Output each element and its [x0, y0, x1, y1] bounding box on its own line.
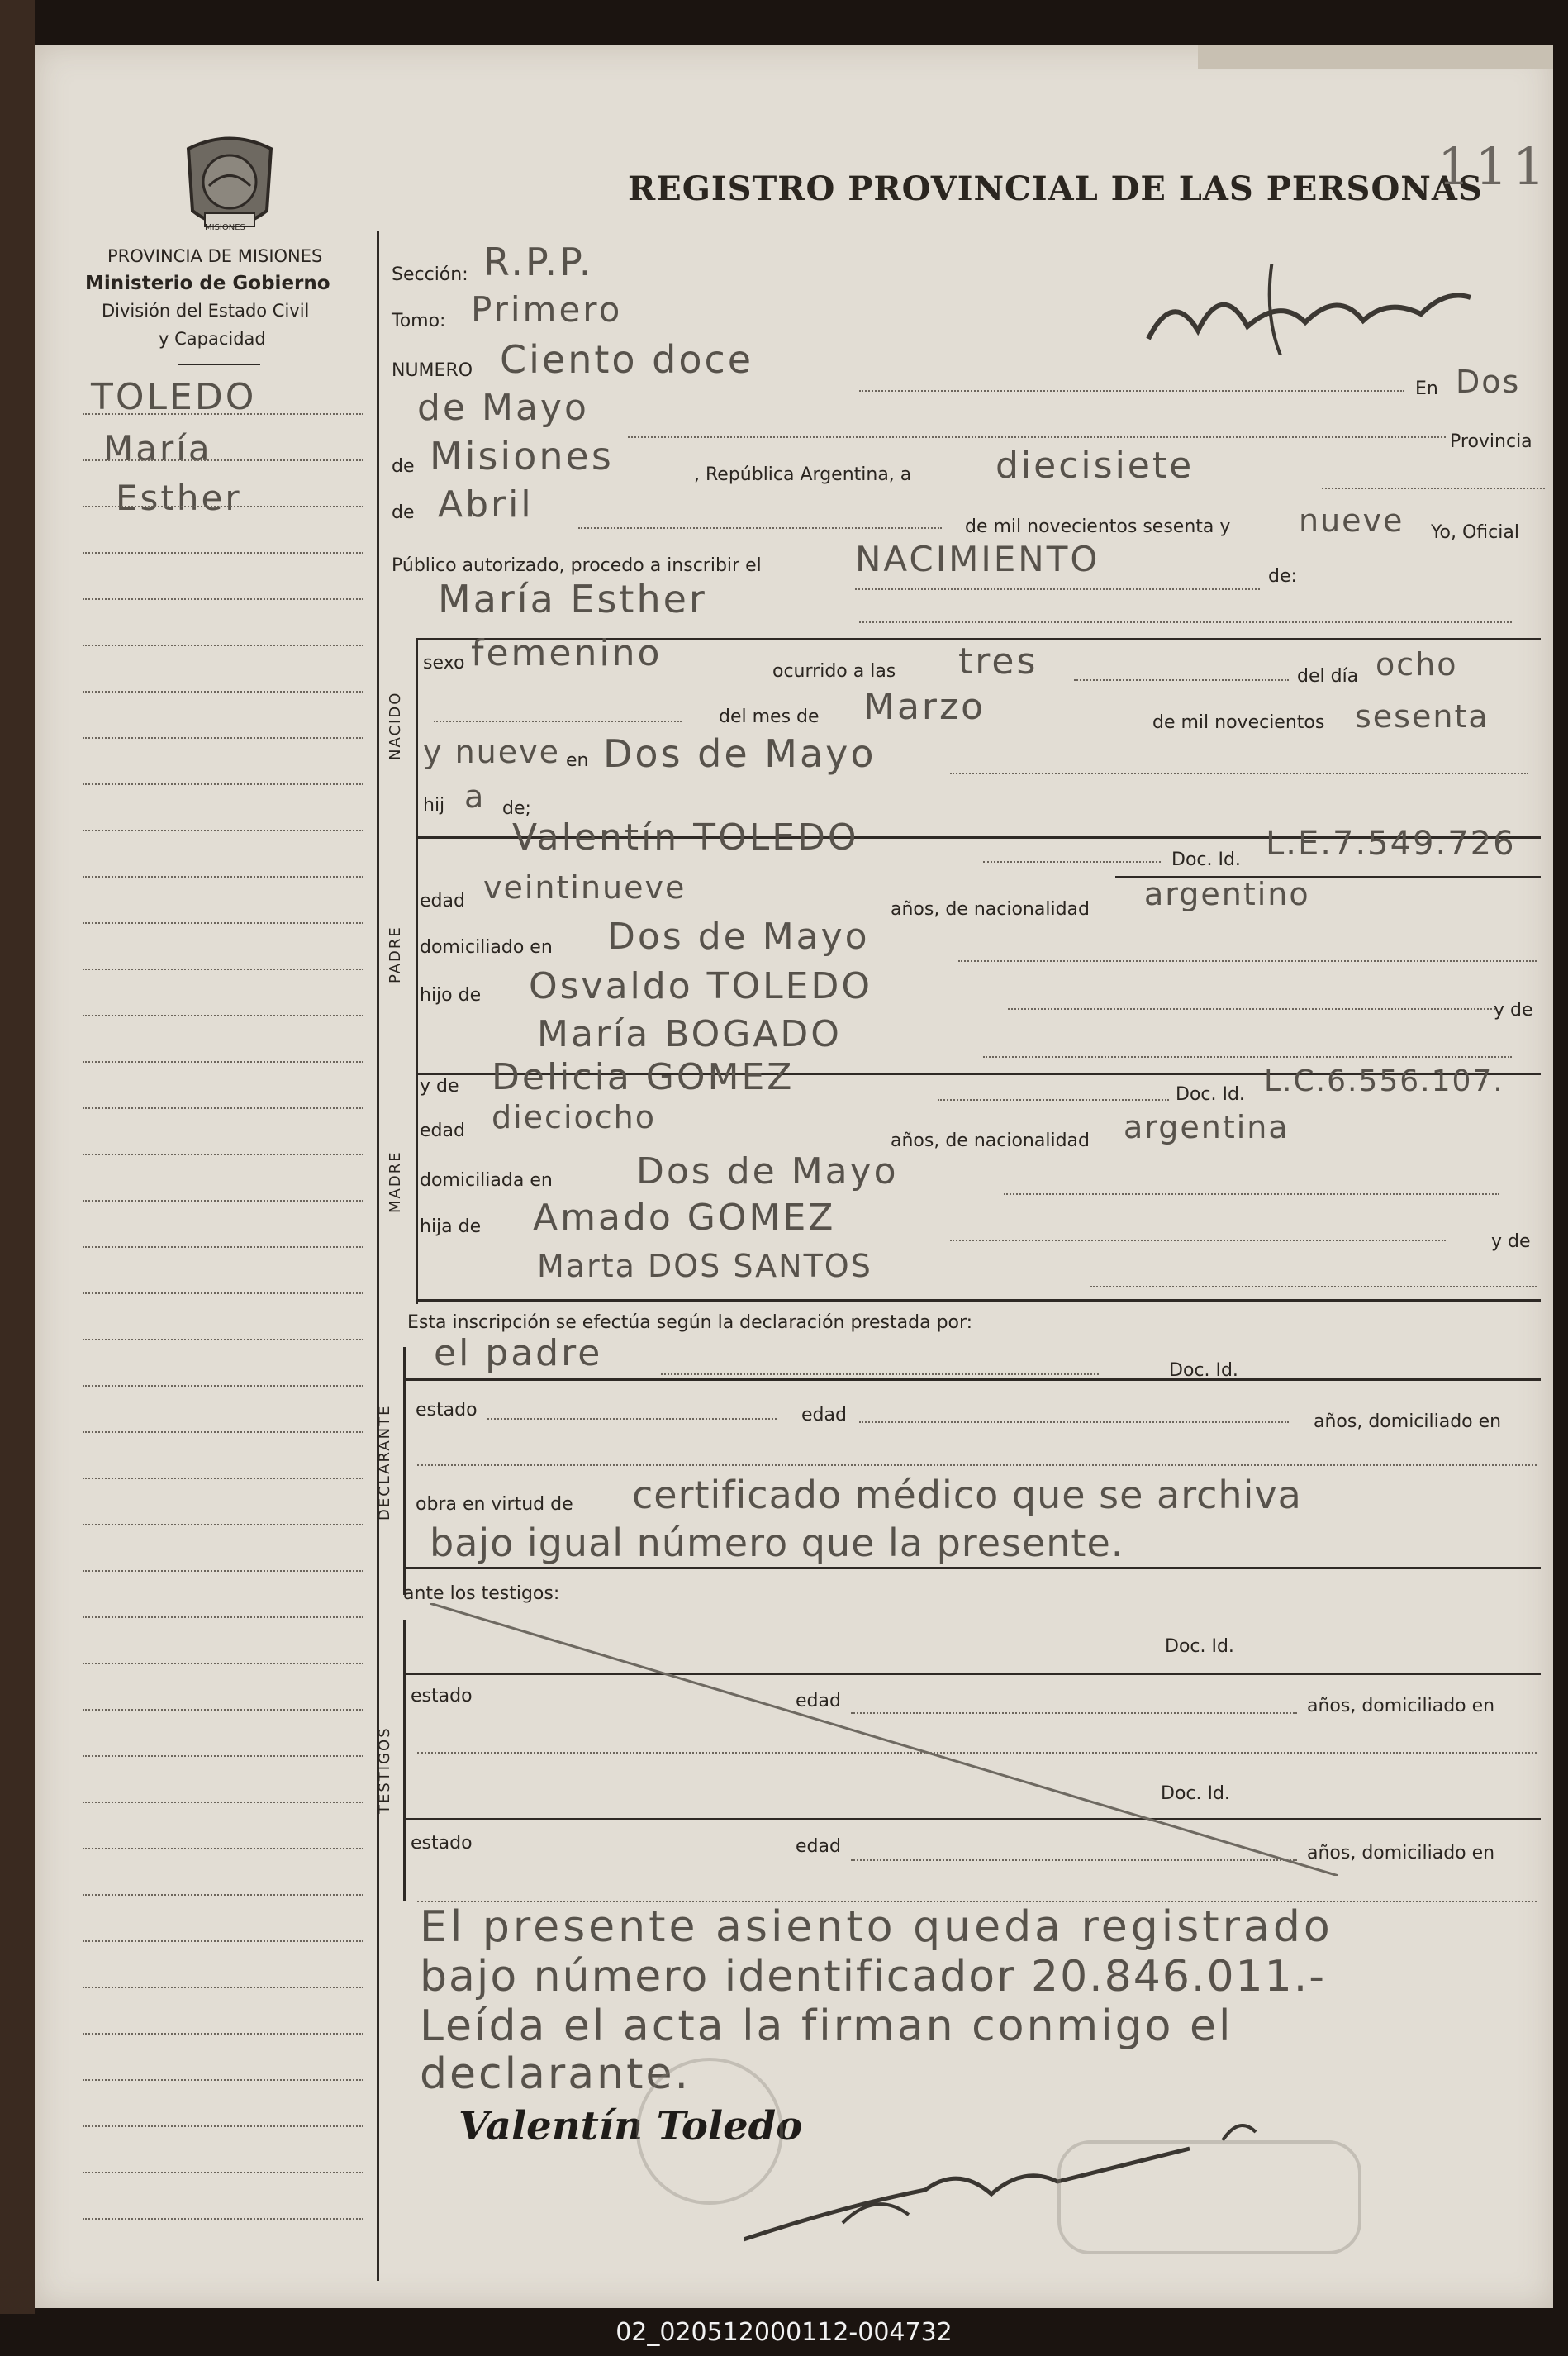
- testigo2-edad-label: edad: [796, 1836, 841, 1857]
- mes-nac-label: del mes de: [719, 707, 820, 727]
- oficial-label: Yo, Oficial: [1431, 522, 1519, 543]
- madre-edad-label: edad: [420, 1121, 465, 1141]
- declarante-signature: Valentín Toledo: [459, 2103, 803, 2149]
- margin-ruled-line: [83, 2079, 363, 2081]
- margin-ruled-line: [83, 1802, 363, 1803]
- hij-label: hij: [423, 795, 445, 816]
- testigo1-anios-label: años, domiciliado en: [1307, 1696, 1495, 1716]
- padre-doc-value: L.E.7.549.726: [1266, 825, 1516, 863]
- anio2-nac-value: y nueve: [423, 734, 560, 770]
- margin-ruled-line: [83, 1431, 363, 1433]
- madre-doc-label: Doc. Id.: [1176, 1084, 1245, 1105]
- dia-nac-dotline: [434, 721, 682, 722]
- margin-ruled-line: [83, 1755, 363, 1757]
- provincia-label: Provincia: [1450, 431, 1532, 452]
- testigos-diagonal-strike: [430, 1603, 1338, 1876]
- hij-suffix-value: a: [464, 778, 486, 815]
- hij-de-label: de;: [502, 798, 531, 819]
- sexo-value: femenino: [471, 632, 663, 674]
- mayo-dotline: [628, 436, 1446, 438]
- seccion-value: R.P.P.: [483, 240, 594, 284]
- testigos-section-label: TESTIGOS: [376, 1726, 393, 1814]
- declarante-bottom-rule: [405, 1567, 1541, 1569]
- margin-ruled-line: [83, 645, 363, 646]
- madre-nacionalidad-value: argentina: [1124, 1109, 1290, 1145]
- margin-ruled-line: [83, 1616, 363, 1618]
- padre-domicilio-value: Dos de Mayo: [607, 916, 870, 958]
- margin-ruled-line: [83, 1292, 363, 1294]
- obra-label: obra en virtud de: [416, 1494, 573, 1515]
- margin-ruled-line: [83, 1200, 363, 1202]
- margin-ruled-line: [83, 783, 363, 785]
- padre-edad-value: veintinueve: [483, 869, 687, 906]
- margin-ruled-line: [83, 1987, 363, 1988]
- testigos-intro: ante los testigos:: [403, 1583, 560, 1604]
- declarante-anios-label: años, domiciliado en: [1314, 1411, 1502, 1432]
- madre-padre-value: Amado GOMEZ: [533, 1197, 836, 1239]
- binding-band: [1198, 45, 1553, 69]
- declarante-edad-label: edad: [801, 1405, 847, 1425]
- mes-dotline: [578, 527, 942, 529]
- hora-dotline: [1074, 679, 1289, 681]
- margin-ruled-line: [83, 552, 363, 554]
- madre-nombre-value: Delicia GOMEZ: [492, 1056, 795, 1098]
- declarante-intro: Esta inscripción se efectúa según la declaración prestada por:: [407, 1312, 973, 1333]
- en-value: Dos: [1456, 364, 1521, 400]
- padre-yde-label: y de: [1494, 1000, 1533, 1021]
- acto-dotline: [855, 588, 1260, 590]
- page-title: REGISTRO PROVINCIAL DE LAS PERSONAS: [628, 169, 1483, 208]
- nacido-section-label: NACIDO: [387, 691, 404, 760]
- publico-label: Público autorizado, procedo a inscribir el: [392, 555, 762, 576]
- declarante-nombre-value: el padre: [434, 1332, 603, 1374]
- margin-ruled-line: [83, 1570, 363, 1572]
- margin-ruled-line: [83, 1940, 363, 1942]
- padre-domicilio-dotline: [958, 960, 1537, 962]
- nota-line-4: declarante.: [420, 2049, 691, 2099]
- margin-ruled-line: [83, 691, 363, 693]
- margin-ruled-line: [83, 1848, 363, 1849]
- padre-nombre-value: Valentín TOLEDO: [512, 816, 859, 859]
- madre-yde2-label: y de: [1491, 1231, 1531, 1252]
- testigo1-doc-label: Doc. Id.: [1165, 1636, 1234, 1657]
- margin-ruled-line: [83, 876, 363, 878]
- padre-padre-dotline: [1008, 1008, 1495, 1010]
- sexo-label: sexo: [423, 653, 465, 673]
- madre-doc-value: L.C.6.556.107.: [1264, 1064, 1504, 1098]
- margin-ruled-line: [83, 1339, 363, 1340]
- margin-name-2: Esther: [116, 478, 242, 518]
- del-dia-label: del día: [1297, 666, 1359, 687]
- mes-value: Abril: [438, 483, 534, 526]
- numero-dotline: [859, 390, 1404, 392]
- dia-dotline: [1322, 488, 1545, 489]
- de1-label: de: [392, 456, 415, 477]
- margin-ruled-line: [83, 922, 363, 924]
- padre-section-label: PADRE: [387, 926, 404, 983]
- hora-value: tres: [958, 640, 1038, 683]
- nota-line-2: bajo número identificador 20.846.011.-: [420, 1952, 1327, 2001]
- declarante-estado-label: estado: [416, 1400, 478, 1421]
- anio-nac-value: sesenta: [1355, 698, 1490, 735]
- margin-ruled-line: [83, 830, 363, 831]
- nota-line-1: El presente asiento queda registrado: [420, 1902, 1333, 1952]
- margin-divider: [377, 231, 379, 2281]
- nacido-vrule: [416, 638, 418, 836]
- page-number: 111: [1437, 136, 1551, 197]
- republica-label: , República Argentina, a: [694, 464, 912, 485]
- margin-ruled-line: [83, 1524, 363, 1525]
- padre-anios-label: años, de nacionalidad: [891, 899, 1090, 920]
- margin-ruled-line: [83, 2218, 363, 2220]
- madre-nombre-dotline: [938, 1099, 1169, 1101]
- margin-ruled-line: [83, 1385, 363, 1387]
- dia-nac-value: ocho: [1376, 646, 1458, 683]
- nombre-value: María Esther: [438, 577, 707, 621]
- org-line-3: División del Estado Civil: [102, 301, 310, 321]
- ocurrido-label: ocurrido a las: [772, 661, 896, 682]
- declarante-domicilio-dotline: [417, 1464, 1537, 1466]
- dia-value: diecisiete: [995, 445, 1195, 487]
- madre-domicilio-label: domiciliada en: [420, 1170, 553, 1191]
- tomo-label: Tomo:: [392, 311, 446, 331]
- padre-nacionalidad-value: argentino: [1144, 876, 1310, 912]
- en-label: En: [1415, 378, 1438, 399]
- margin-ruled-line: [83, 2125, 363, 2127]
- padre-edad-label: edad: [420, 891, 465, 911]
- image-caption: 02_020512000112-004732: [615, 2318, 953, 2347]
- anio-value: nueve: [1299, 502, 1404, 539]
- declarante-doc-label: Doc. Id.: [1169, 1360, 1238, 1381]
- de-mayo-value: de Mayo: [417, 387, 589, 429]
- de2-label: de: [392, 502, 415, 523]
- padre-madre-value: María BOGADO: [537, 1013, 842, 1055]
- declarante-vrule: [403, 1347, 406, 1595]
- madre-hija-label: hija de: [420, 1216, 482, 1237]
- margin-ruled-line: [83, 1246, 363, 1248]
- margin-ruled-line: [83, 598, 363, 600]
- madre-anios-label: años, de nacionalidad: [891, 1130, 1090, 1151]
- padre-domicilio-label: domiciliado en: [420, 937, 553, 958]
- margin-ruled-line: [83, 1663, 363, 1664]
- org-line-1: PROVINCIA DE MISIONES: [107, 246, 323, 266]
- numero-value: Ciento doce: [500, 337, 754, 382]
- margin-ruled-line: [83, 1154, 363, 1155]
- org-line-2: Ministerio de Gobierno: [85, 273, 330, 294]
- seccion-label: Sección:: [392, 264, 468, 285]
- padre-madre-dotline: [983, 1056, 1512, 1058]
- margin-ruled-line: [83, 459, 363, 461]
- madre-section-label: MADRE: [387, 1150, 404, 1213]
- margin-name-1: María: [103, 428, 212, 469]
- margin-ruled-line: [83, 969, 363, 970]
- padre-doc-label: Doc. Id.: [1171, 850, 1241, 870]
- obra-value-1: certificado médico que se archiva: [632, 1473, 1302, 1517]
- org-line-4: y Capacidad: [159, 329, 266, 349]
- official-round-stamp: [636, 2058, 783, 2205]
- nota-line-3: Leída el acta la firman conmigo el: [420, 2001, 1233, 2051]
- seal-label: MISIONES: [205, 223, 245, 232]
- declarante-top-rule: [405, 1378, 1541, 1381]
- obra-value-2: bajo igual número que la presente.: [430, 1521, 1124, 1565]
- madre-yde-label: y de: [420, 1076, 459, 1097]
- margin-ruled-line: [83, 1015, 363, 1016]
- testigo2-anios-label: años, domiciliado en: [1307, 1843, 1495, 1863]
- declarante-nombre-dotline: [661, 1373, 1099, 1375]
- margin-ruled-line: [83, 2172, 363, 2173]
- madre-domicilio-dotline: [1004, 1193, 1499, 1195]
- mil-label: de mil novecientos sesenta y: [965, 516, 1231, 537]
- madre-vrule: [416, 1073, 418, 1304]
- testigo1-edad-label: edad: [796, 1691, 841, 1711]
- org-underline: [178, 364, 260, 365]
- madre-edad-value: dieciocho: [492, 1099, 656, 1135]
- margin-ruled-line: [83, 1894, 363, 1896]
- padre-padre-value: Osvaldo TOLEDO: [529, 965, 872, 1007]
- tomo-value: Primero: [471, 289, 623, 330]
- provincia-value: Misiones: [430, 434, 614, 478]
- margin-ruled-line: [83, 506, 363, 507]
- registry-stamp: [1057, 2140, 1361, 2254]
- padre-nombre-dotline: [983, 861, 1161, 863]
- margin-ruled-line: [83, 737, 363, 739]
- nombre-dotline: [859, 621, 1512, 623]
- margin-surname: TOLEDO: [91, 376, 257, 418]
- en-nac-label: en: [566, 750, 589, 771]
- margin-ruled-line: [83, 1709, 363, 1711]
- numero-label: NUMERO: [392, 360, 473, 381]
- testigo1-estado-label: estado: [411, 1686, 473, 1706]
- testigo2-estado-label: estado: [411, 1833, 473, 1854]
- madre-bottom-rule: [417, 1299, 1541, 1302]
- testigo2-doc-label: Doc. Id.: [1161, 1783, 1230, 1804]
- de3-label: de:: [1268, 566, 1297, 587]
- acto-value: NACIMIENTO: [855, 539, 1100, 579]
- official-signature-top: [1140, 264, 1487, 355]
- madre-domicilio-value: Dos de Mayo: [636, 1150, 899, 1192]
- book-edge: [0, 0, 35, 2314]
- madre-madre-value: Marta DOS SANTOS: [537, 1248, 872, 1284]
- margin-ruled-line: [83, 1478, 363, 1479]
- declarante-edad-dotline: [859, 1421, 1289, 1423]
- margin-ruled-line: [83, 1107, 363, 1109]
- margin-ruled-line: [83, 413, 363, 415]
- lugar-nac-value: Dos de Mayo: [603, 731, 877, 776]
- declarante-estado-dotline: [487, 1418, 777, 1420]
- margin-ruled-line: [83, 2033, 363, 2035]
- padre-vrule: [416, 836, 418, 1076]
- padre-hijo-label: hijo de: [420, 985, 482, 1006]
- mil-nac-label: de mil novecientos: [1152, 712, 1325, 733]
- madre-madre-dotline: [1090, 1286, 1537, 1287]
- testigos-vrule: [403, 1620, 406, 1901]
- lugar-dotline: [950, 773, 1528, 774]
- margin-ruled-line: [83, 1061, 363, 1063]
- madre-padre-dotline: [950, 1240, 1446, 1241]
- mes-nac-value: Marzo: [863, 686, 986, 728]
- declarante-section-label: DECLARANTE: [376, 1404, 393, 1521]
